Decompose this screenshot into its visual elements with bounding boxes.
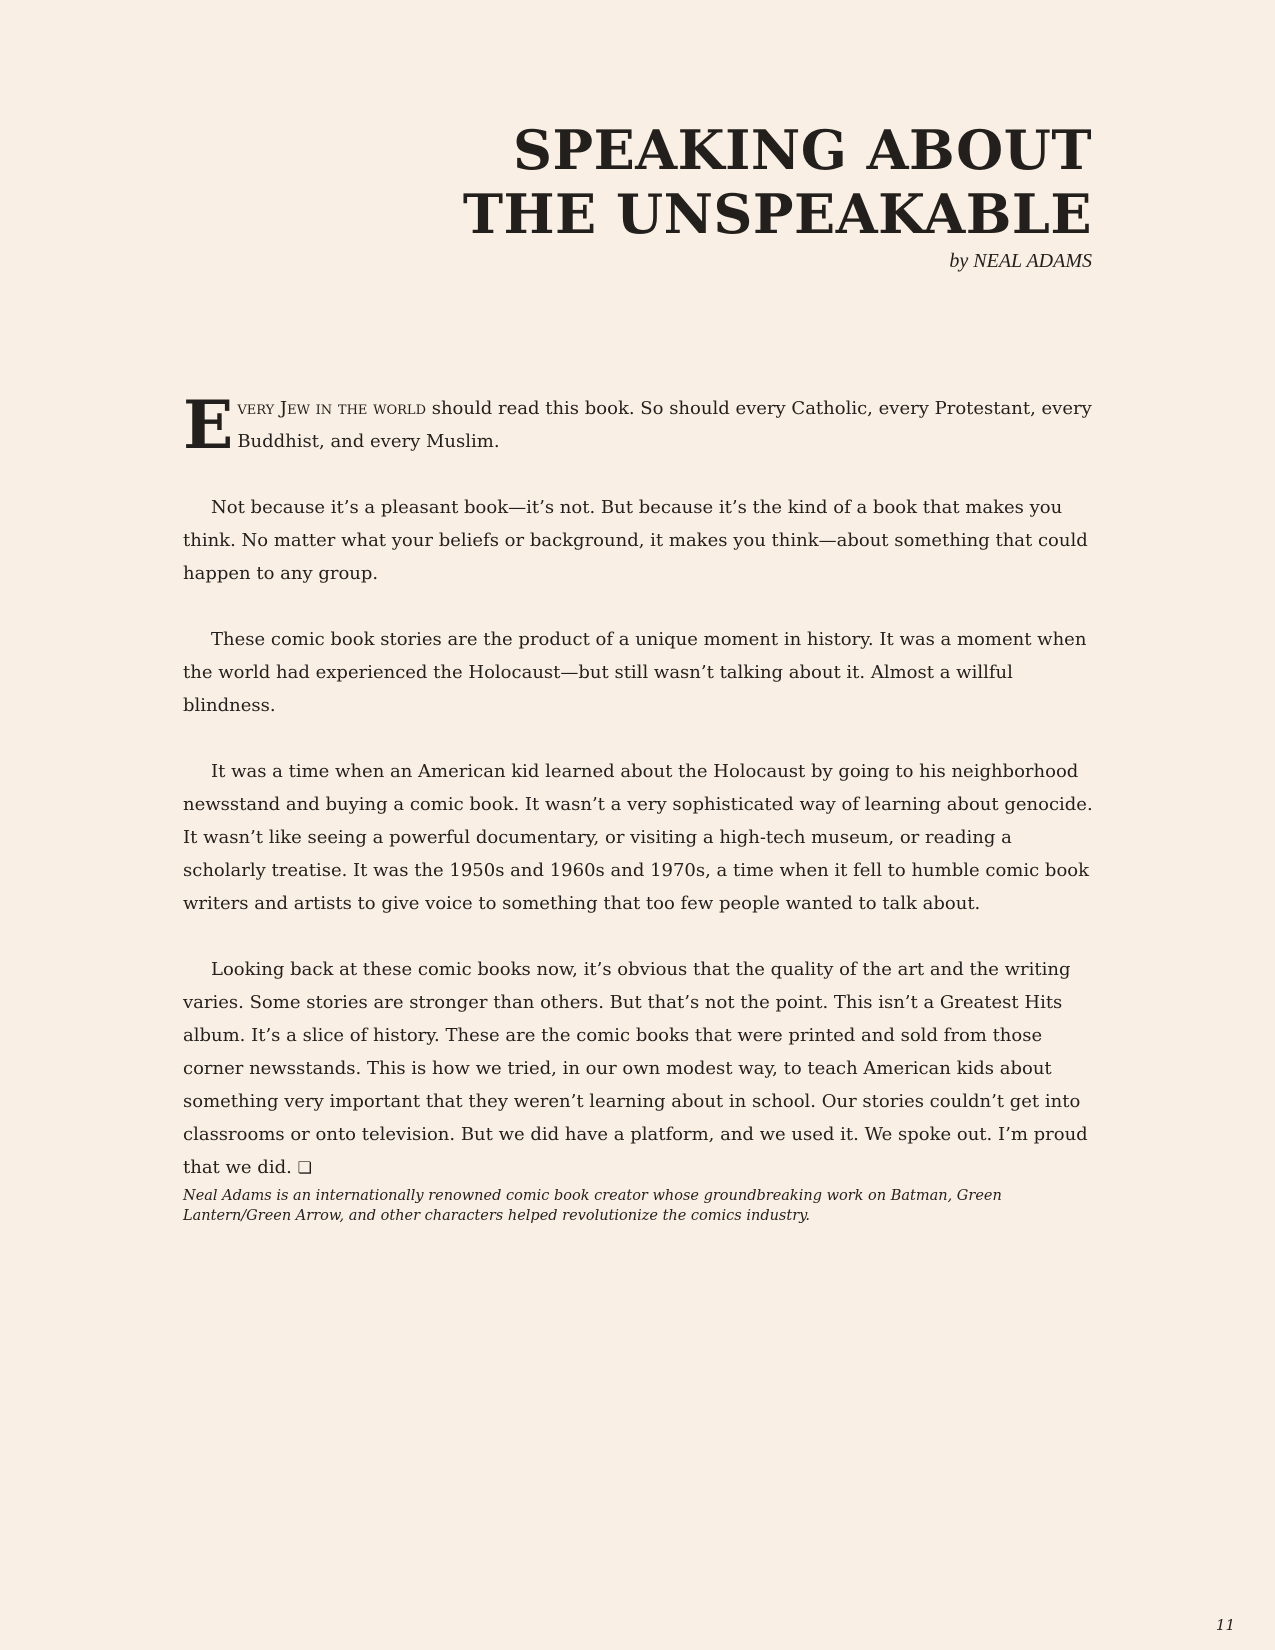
article-body bbox=[183, 386, 1093, 1217]
paragraph-3: These comic book stories are the product of a unique moment in history. It was a moment when the world had experienced the Holocaust—but still wasn’t talking about it. Almost a willful blindness. bbox=[183, 629, 1087, 716]
drop-cap: E bbox=[183, 386, 234, 464]
paragraph-1-text: should read this book. So should every Catholic, every Protestant, every Buddhist, and every Muslim. bbox=[237, 398, 1092, 452]
paragraph-4: It was a time when an American kid learned about the Holocaust by going to his neighborhood newsstand and buying a comic book. It wasn’t a very sophisticated way of learning about genocide. It wasn’t like seeing a powerful documentary, or visiting a high-tech museum, or reading a scholarly treatise. It was the 1950s and 1960s and 1970s, a time when it fell to humble comic book writers and artists to give voice to something that too few people wanted to talk about. bbox=[183, 761, 1093, 914]
page-title-line-1: SPEAKING ABOUT bbox=[513, 118, 1092, 182]
title-block bbox=[463, 118, 1092, 273]
page-number: 11 bbox=[1215, 1616, 1235, 1634]
paragraph-1 bbox=[183, 386, 1093, 464]
page-title-line-2: THE UNSPEAKABLE bbox=[462, 182, 1092, 246]
author-bio: Neal Adams is an internationally renowned comic book creator whose groundbreaking work on Batman, Green Lantern/Green Arrow, and other characters helped revolutionize the comics industry. bbox=[183, 1188, 1002, 1224]
byline: by NEAL ADAMS bbox=[949, 250, 1092, 272]
opening-small-caps: very Jew in the world bbox=[237, 398, 426, 419]
paragraph-5 bbox=[183, 953, 1093, 1184]
paragraph-5-text: Looking back at these comic books now, it’s obvious that the quality of the art and the writing varies. Some stories are stronger than others. But that’s not the point. This isn’t a Greatest Hits album. It’s a slice of history. These are the comic books that were printed and sold from those corner newsstands. This is how we tried, in our own modest way, to teach American kids about something very important that they weren’t learning about in school. Our stories couldn’t get into classrooms or onto television. But we did have a platform, and we used it. We spoke out. I’m proud that we did. bbox=[183, 959, 1088, 1178]
end-mark-icon: ❏ bbox=[297, 1158, 312, 1177]
paragraph-2: Not because it’s a pleasant book—it’s not. But because it’s the kind of a book that makes you think. No matter what your beliefs or background, it makes you think—about something that could happen to any group. bbox=[183, 497, 1088, 584]
